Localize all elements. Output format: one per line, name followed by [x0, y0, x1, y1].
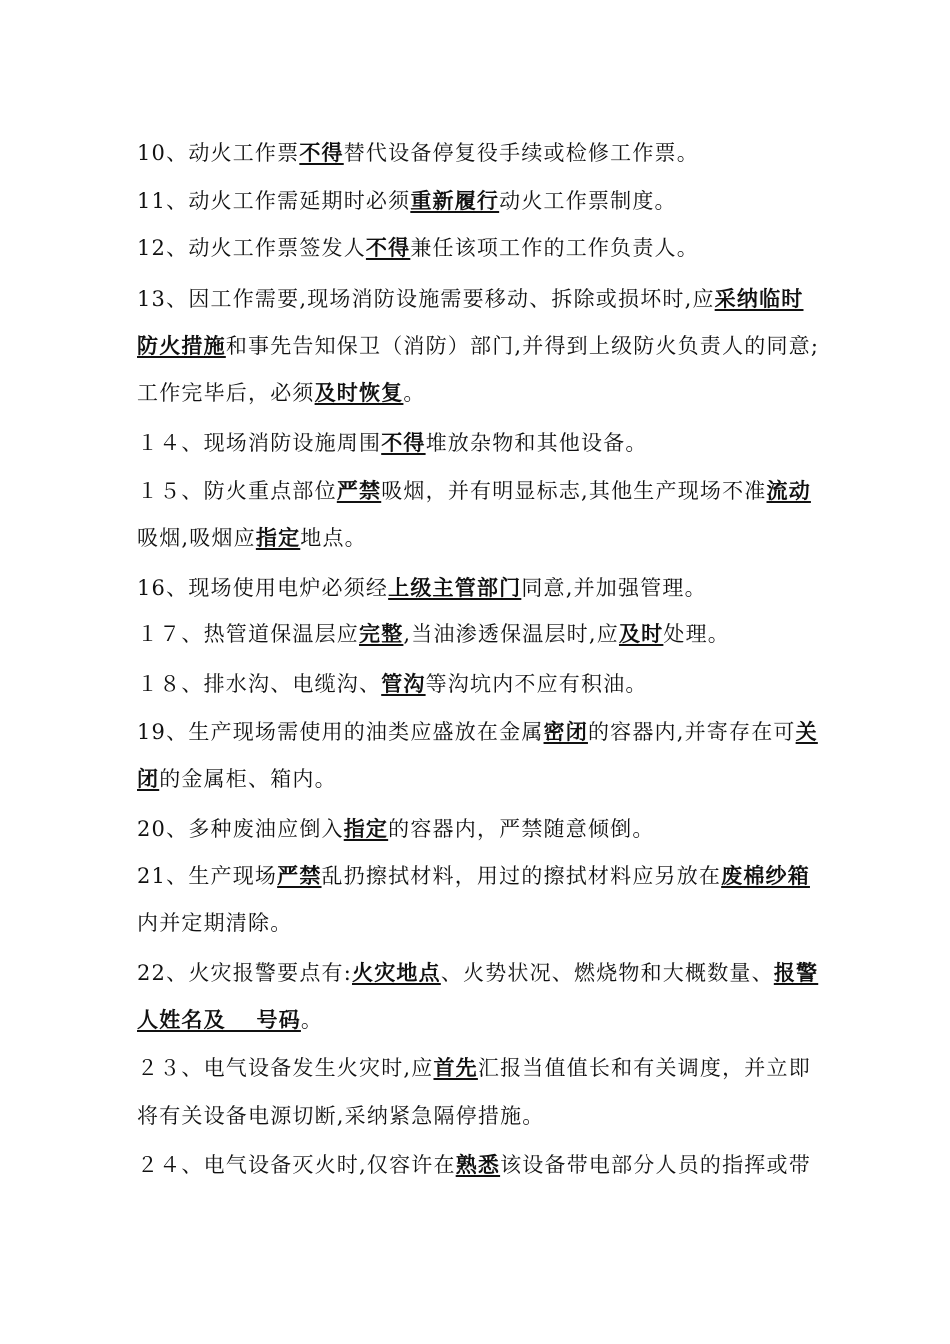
- line-text: 该设备带电部分人员的指挥或带: [500, 1153, 811, 1177]
- line-text: 吸烟，并有明显标志,其他生产现场不准: [381, 479, 767, 503]
- text-line: [137, 138, 699, 168]
- underlined-answer: 关: [795, 720, 818, 744]
- text-line: [137, 958, 818, 988]
- underlined-answer: 指定: [255, 526, 301, 550]
- text-line: [137, 378, 426, 408]
- line-text: １５、防火重点部位: [137, 479, 337, 503]
- line-text: 等沟坑内不应有积油。: [425, 672, 648, 696]
- line-text: 11、动火工作需延期时必须: [137, 189, 411, 213]
- text-line: [137, 717, 818, 747]
- underlined-answer: 人姓名及 号码: [137, 1008, 301, 1032]
- line-text: 和事先告知保卫（消防）部门,并得到上级防火负责人的同意;: [225, 334, 820, 358]
- line-text: 的容器内，严禁随意倾倒。: [388, 817, 655, 841]
- line-text: 吸烟,吸烟应: [137, 526, 256, 550]
- underlined-answer: 不得: [299, 141, 344, 165]
- line-text: 乱扔擦拭材料，用过的擦拭材料应另放在: [321, 864, 722, 888]
- underlined-answer: 完整: [359, 622, 404, 646]
- text-line: [137, 573, 707, 603]
- text-line: [137, 476, 811, 506]
- text-line: [137, 1101, 544, 1131]
- underlined-answer: 及时恢复: [314, 381, 404, 405]
- text-line: [137, 331, 819, 361]
- underlined-answer: 及时: [618, 622, 664, 646]
- line-text: 替代设备停复役手续或检修工作票。: [343, 141, 699, 165]
- underlined-answer: 不得: [365, 236, 411, 260]
- underlined-answer: 严禁: [336, 479, 382, 503]
- line-text: 堆放杂物和其他设备。: [425, 431, 648, 455]
- underlined-answer: 重新履行: [410, 189, 500, 213]
- line-text: 内并定期清除。: [137, 911, 293, 935]
- underlined-answer: 密闭: [543, 720, 588, 744]
- line-text: 兼任该项工作的工作负责人。: [410, 236, 699, 260]
- line-text: ,当油渗透保温层时,应: [403, 622, 619, 646]
- text-line: [137, 523, 367, 553]
- line-text: 汇报当值值长和有关调度，并立即: [477, 1056, 811, 1080]
- text-line: [137, 1150, 811, 1180]
- line-text: 10、动火工作票: [137, 141, 300, 165]
- underlined-answer: 不得: [381, 431, 426, 455]
- line-text: 20、多种废油应倒入: [137, 817, 344, 841]
- text-line: [137, 619, 730, 649]
- text-line: [137, 1005, 323, 1035]
- line-text: １８、排水沟、电缆沟、: [137, 672, 382, 696]
- line-text: 12、动火工作票签发人: [137, 236, 366, 260]
- line-text: ２４、电气设备灭火时,仅容许在: [137, 1153, 456, 1177]
- line-text: 21、生产现场: [137, 864, 278, 888]
- underlined-answer: 防火措施: [137, 334, 226, 358]
- line-text: 处理。: [663, 622, 730, 646]
- underlined-answer: 上级主管部门: [388, 576, 522, 600]
- underlined-answer: 采纳临时: [714, 287, 804, 311]
- line-text: １７、热管道保温层应: [137, 622, 359, 646]
- underlined-answer: 管沟: [381, 672, 426, 696]
- underlined-answer: 闭: [137, 767, 160, 791]
- line-text: ２３、电气设备发生火灾时,应: [137, 1056, 434, 1080]
- line-text: 。: [403, 381, 426, 405]
- underlined-answer: 指定: [343, 817, 389, 841]
- line-text: 将有关设备电源切断,采纳紧急隔停措施。: [137, 1104, 545, 1128]
- text-line: [137, 428, 648, 458]
- underlined-answer: 首先: [433, 1056, 478, 1080]
- line-text: 动火工作票制度。: [499, 189, 677, 213]
- line-text: 的容器内,并寄存在可: [587, 720, 796, 744]
- text-line: [137, 764, 337, 794]
- text-line: [137, 908, 292, 938]
- underlined-answer: 严禁: [277, 864, 322, 888]
- line-text: 。: [300, 1008, 324, 1032]
- line-text: 地点。: [300, 526, 367, 550]
- line-text: 、火势状况、燃烧物和大概数量、: [440, 961, 774, 985]
- text-line: [137, 669, 648, 699]
- text-line: [137, 1053, 811, 1083]
- underlined-answer: 火灾地点: [352, 961, 441, 985]
- line-text: １４、现场消防设施周围: [137, 431, 382, 455]
- line-text: 22、火灾报警要点有:: [137, 961, 352, 985]
- text-line: [137, 284, 803, 314]
- underlined-answer: 熟悉: [455, 1153, 501, 1177]
- line-text: 同意,并加强管理。: [521, 576, 707, 600]
- text-line: [137, 233, 699, 263]
- text-line: [137, 814, 655, 844]
- line-text: 的金属柜、箱内。: [159, 767, 337, 791]
- line-text: 16、现场使用电炉必须经: [137, 576, 389, 600]
- underlined-answer: 废棉纱箱: [721, 864, 810, 888]
- text-line: [137, 186, 677, 216]
- text-line: [137, 861, 810, 891]
- line-text: 工作完毕后，必须: [137, 381, 315, 405]
- underlined-answer: 报警: [773, 961, 819, 985]
- line-text: 13、因工作需要,现场消防设施需要移动、拆除或损坏时,应: [137, 287, 715, 311]
- underlined-answer: 流动: [766, 479, 811, 503]
- line-text: 19、生产现场需使用的油类应盛放在金属: [137, 720, 544, 744]
